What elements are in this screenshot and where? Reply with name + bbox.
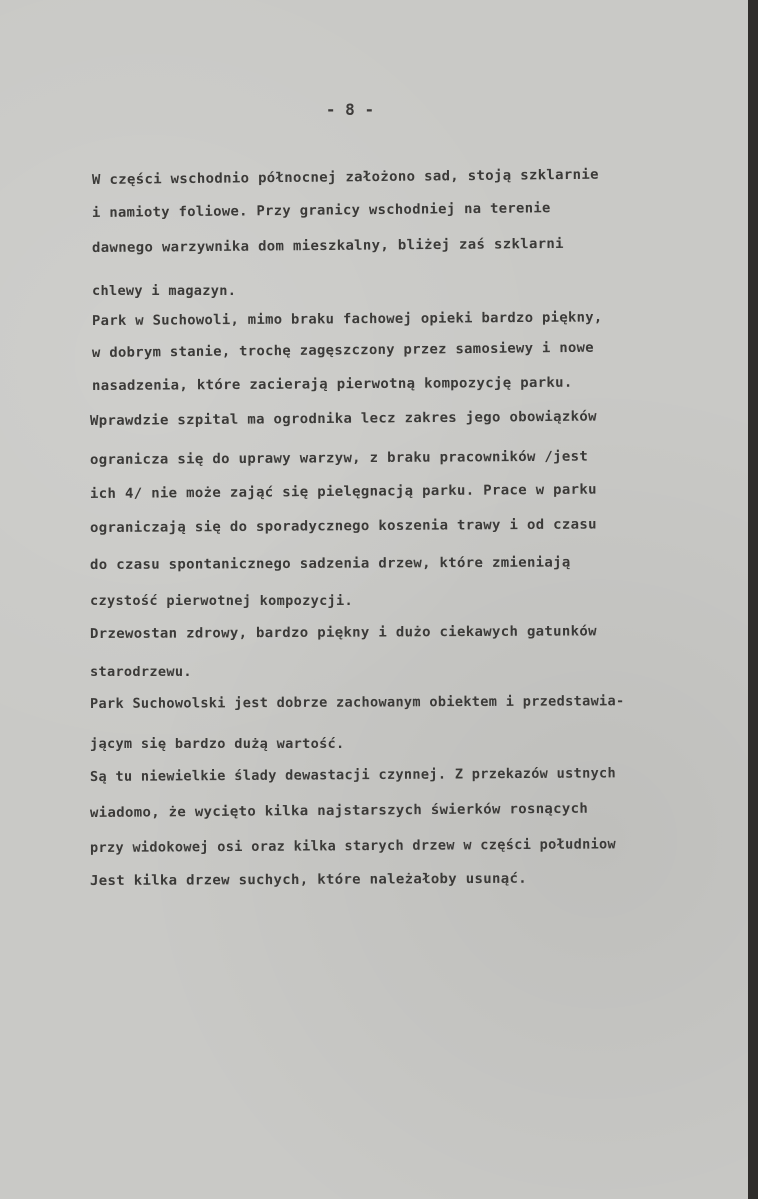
text-line: i namioty foliowe. Przy granicy wschodniej na terenie	[91, 200, 551, 221]
text-line: ogranicza się do uprawy warzyw, z braku pracowników /jest	[89, 448, 589, 468]
text-line: czystość pierwotnej kompozycji.	[90, 593, 354, 609]
text-line: dawnego warzywnika dom mieszkalny, bliżej zaś szklarni	[91, 235, 564, 256]
text-line: starodrzewu.	[90, 664, 192, 680]
text-line: ich 4/ nie może zająć się pielęgnacją parku. Prace w parku	[89, 481, 597, 502]
scan-edge	[748, 0, 758, 1199]
text-line: ograniczają się do sporadycznego koszenia trawy i od czasu	[89, 516, 597, 536]
text-line: nasadzenia, które zacierają pierwotną kompozycję parku.	[91, 374, 573, 394]
text-line: Park Suchowolski jest dobrze zachowanym obiektem i przedstawia-	[89, 693, 625, 712]
text-line: przy widokowej osi oraz kilka starych drzew w części południow	[89, 836, 617, 856]
text-line: do czasu spontanicznego sadzenia drzew, które zmieniają	[89, 554, 571, 573]
text-line: Wprawdzie szpital ma ogrodnika lecz zakres jego obowiązków	[89, 408, 597, 429]
text-line: Drzewostan zdrowy, bardzo piękny i dużo ciekawych gatunków	[89, 623, 597, 642]
text-line: w dobrym stanie, trochę zagęszczony przez samosiewy i nowe	[91, 339, 594, 361]
page-number: - 8 -	[325, 100, 375, 119]
text-line: wiadomo, że wycięto kilka najstarszych świerków rosnących	[89, 800, 589, 821]
text-line: chlewy i magazyn.	[92, 283, 237, 299]
text-line: W części wschodnio północnej założono sad, stoją szklarnie	[91, 166, 599, 188]
text-line: Są tu niewielkie ślady dewastacji czynnej. Z przekazów ustnych	[89, 765, 617, 785]
text-line: jącym się bardzo dużą wartość.	[90, 736, 345, 752]
text-line: Park w Suchowoli, mimo braku fachowej opieki bardzo piękny,	[91, 309, 603, 329]
text-line: Jest kilka drzew suchych, które należałoby usunąć.	[89, 870, 527, 889]
